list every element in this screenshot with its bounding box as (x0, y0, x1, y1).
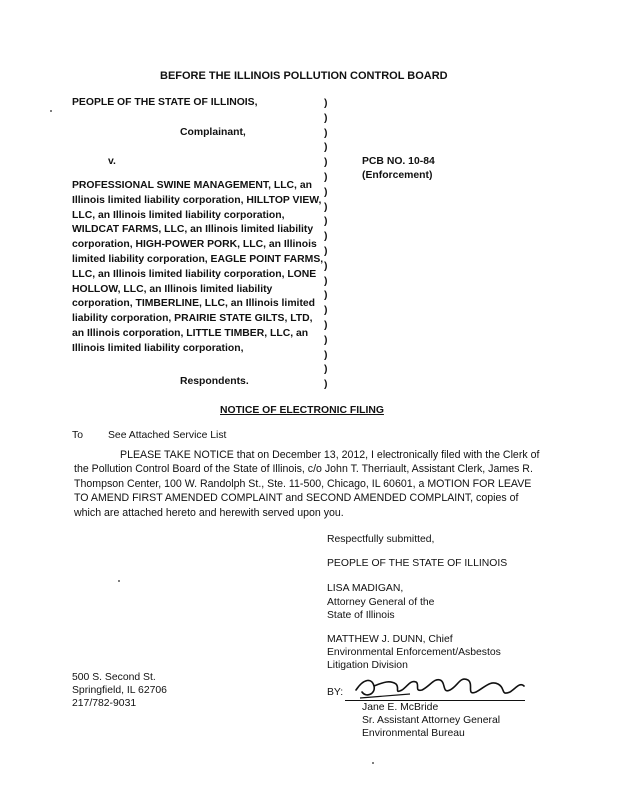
paren: ) (324, 319, 328, 331)
paren: ) (324, 186, 328, 198)
chief-name: MATTHEW J. DUNN, Chief (327, 634, 453, 645)
respondents-block (72, 179, 327, 357)
by-label: BY: (327, 687, 344, 698)
signer-name: Jane E. McBride (362, 702, 439, 713)
address-phone: 217/782-9031 (72, 698, 137, 709)
to-label: To (72, 430, 83, 441)
ag-title-line2: State of Illinois (327, 610, 395, 621)
notice-title: NOTICE OF ELECTRONIC FILING (220, 405, 384, 416)
paren: ) (324, 260, 328, 272)
paren: ) (324, 290, 328, 302)
paren: ) (324, 157, 328, 169)
paren: ) (324, 201, 328, 213)
paren: ) (324, 245, 328, 257)
caption-parentheses (324, 97, 327, 393)
signer-title-line1: Sr. Assistant Attorney General (362, 715, 501, 726)
respondents-label: Respondents. (180, 376, 249, 387)
address-line1: 500 S. Second St. (72, 672, 156, 683)
scan-speck (372, 762, 374, 764)
case-type: (Enforcement) (362, 170, 433, 181)
ag-title-line1: Attorney General of the (327, 597, 435, 608)
paren: ) (324, 171, 328, 183)
scan-speck (118, 580, 120, 582)
ag-name: LISA MADIGAN, (327, 583, 404, 594)
handwritten-signature (350, 668, 530, 704)
paren: ) (324, 216, 328, 228)
paren: ) (324, 364, 328, 376)
signer-title-line2: Environmental Bureau (362, 728, 465, 739)
paren: ) (324, 127, 328, 139)
versus-label: v. (108, 156, 116, 167)
chief-title-line2: Litigation Division (327, 660, 408, 671)
respondents-text: PROFESSIONAL SWINE MANAGEMENT, LLC, an Illinois limited liability corporation, HILLTOP VIEW, LLC, an Illinois limited liability corporation, WILDCAT FARMS, LLC, an Illinois limited liability corporation, HIGH-POWER PORK, LLC, an Illinois limited liability corporation, EAGLE POINT FARMS, LLC, an Illinois limited liability corporation, LONE HOLLOW, LLC, an Illinois limited liability corporation, TIMBERLINE, LLC, an Illinois limited liability corporation, PRAIRIE STATE GILTS, LTD, an Illinois corporation, LITTLE TIMBER, LLC, an Illinois limited liability corporation, (72, 180, 324, 354)
paren: ) (324, 112, 328, 124)
case-number: PCB NO. 10-84 (362, 156, 435, 167)
paren: ) (324, 142, 328, 154)
party-name: PEOPLE OF THE STATE OF ILLINOIS (327, 558, 508, 569)
paren: ) (324, 231, 328, 243)
to-value: See Attached Service List (108, 430, 227, 441)
complainant-label: Complainant, (180, 127, 246, 138)
signature-line (345, 700, 525, 701)
document-heading: BEFORE THE ILLINOIS POLLUTION CONTROL BOARD (160, 70, 448, 82)
paren: ) (324, 98, 328, 109)
address-line2: Springfield, IL 62706 (72, 685, 167, 696)
paren: ) (324, 379, 328, 391)
paren: ) (324, 349, 328, 361)
scan-speck (50, 110, 52, 112)
paren: ) (324, 305, 328, 317)
respectfully-submitted: Respectfully submitted, (327, 534, 435, 545)
chief-title-line1: Environmental Enforcement/Asbestos (327, 647, 501, 658)
plaintiff-name: PEOPLE OF THE STATE OF ILLINOIS, (72, 97, 258, 108)
paren: ) (324, 275, 328, 287)
paren: ) (324, 334, 328, 346)
notice-body-paragraph: PLEASE TAKE NOTICE that on December 13, 2012, I electronically filed with the Clerk of the Pollution Control Board of the State of Illinois, c/o John T. Therriault, Assistant Clerk, James R. Thompson Center, 100 W. Randolph St., Ste. 11-500, Chicago, IL 60601, a MOTION FOR LEAVE TO AMEND FIRST AMENDED COMPLAINT and SECOND AMENDED COMPLAINT, copies of which are attached hereto and herewith served upon you. (74, 449, 540, 519)
